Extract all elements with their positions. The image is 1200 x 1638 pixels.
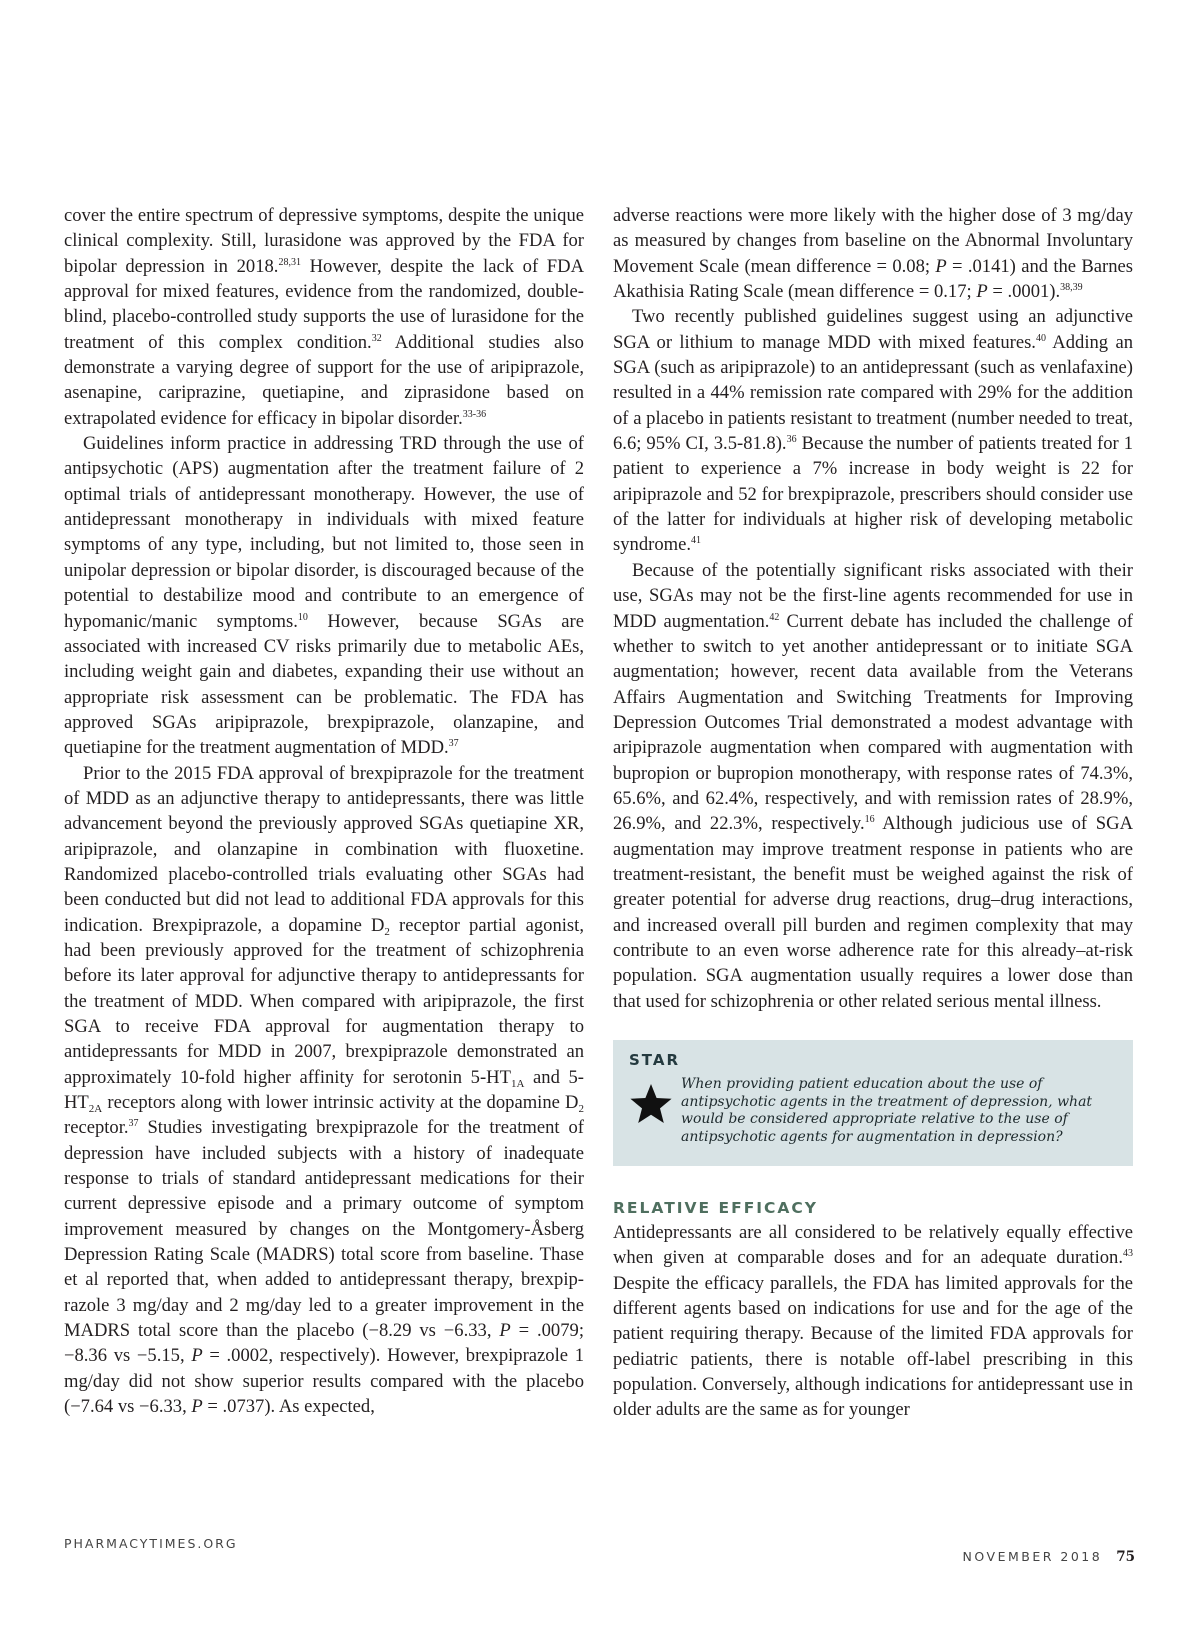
star-label: STAR [629,1051,681,1069]
citation: 10 [297,611,308,623]
paragraph: cover the entire spectrum of depressive symptoms, despite the unique clinical complexity. Still, lurasidone was approved by the FDA for bipolar depression in 2018.$^{28,31}$ However, despite the lack of FDA approval for mixed features, evidence from the randomized, double-blind, placebo-controlled study supports the use of lurasidone for the treatment of this complex condition.$^{32}$ Additional studies also demonstrate a varying degree of support for the use of aripiprazole, asenapine, cariprazine, quetiapine, and ziprasidone based on extrapolated evidence for efficacy in bipolar disorder.$^{33-36}$ [64,205,584,429]
paragraph: Because of the potentially significant risks associated with their use, SGAs may not be the first-line agents recommended for use in MDD augmentation.$^{42}$ Current debate has included the challenge of whether to switch to yet another antidepressant or to initiate SGA augmentation; however, recent data available from the Veterans Affairs Augmentation and Switching Treatments for Improving Depression Outcomes Trial demonstrated a modest advantage with aripiprazole augmentation when compared with augmentation with bupropion or bupropion monotherapy, with response rates of 74.3%, 65.6%, and 62.4%, respectively, and with remission rates of 28.9%, 26.9%, and 22.3%, respectively.$^{16}$ Although judicious use of SGA augmentation may improve treatment response in patients who are treatment-resistant, the benefit must be weighed against the risk of greater potential for adverse drug reactions, drug–drug interactions, and increased overall pill burden and regimen complexity that may contribute to an even worse adherence rate for this already–at-risk population. SGA augmentation usually requires a lower dose than that used for schizophrenia or other related serious mental illness. [613,559,1133,1012]
citation: 38,39 [1060,282,1083,294]
star-question: When providing patient education about the use of antipsychotic agents in the treatment of depression, what would be considered appropriate relative to the use of antipsychotic agents for augmentation in depression? [681,1076,1093,1145]
citation: 40 [1035,332,1046,344]
citation: 36 [786,434,797,446]
paragraph: Antidepressants are all considered to be relatively equally effective when given at comparable doses and for an adequate duration.$^{43}$ Despite the efficacy parallels, the FDA has limited approvals for the different agents based on indications for use and for the age of the patient requiring therapy. Because of the limited FDA approvals for pediatric patients, there is notable off-label prescribing in this population. Conversely, although indications for antidepressant use in older adults are the same as for younger [613,1222,1133,1421]
citation: 37 [448,738,459,750]
left-column [64,203,584,1420]
right-column [613,203,1133,1423]
section-heading: RELATIVE EFFICACY [613,1199,819,1217]
citation: 41 [690,535,701,547]
footer-site: PHARMACYTIMES.ORG [64,1536,238,1551]
paragraph: Prior to the 2015 FDA approval of brexpiprazole for the treatment of MDD as an adjunctive therapy to antidepressants, there was little advancement beyond the previously approved SGAs quetiapine XR, aripiprazole, and olanzapine in combination with fluoxetine. Randomized placebo-controlled trials evaluating other SGAs had been conducted but did not lead to additional FDA approvals for this indication. Brexpiprazole, a dopamine $D_2$ receptor partial agonist, had been previously approved for the treatment of schizophrenia before its later approval for adjunctive therapy to antidepressants for the treatment of MDD. When compared with aripiprazole, the first SGA to receive FDA approval for augmentation therapy to antidepressants for MDD in 2007, brexpiprazole demonstrated an approximately 10-fold higher affinity for serotonin $5-HT_{1A}$ and $5-HT_{2A}$ receptors along with lower intrinsic activity at the dopamine $D_2$ receptor.$^{37}$ Studies investigating brexpiprazole for the treatment of depression have included subjects with a history of inadequate response to trials of standard antidepressant medications for their current depressive episode and a primary outcome of symptom improvement measured by changes on the Montgomery-Åsberg Depression Rating Scale (MADRS) total score from baseline. Thase et al reported that, when added to antidepressant therapy, brexpiprazole 3 mg/day and 2 mg/day led to a greater improvement in the MADRS total score than the placebo (−8.29 vs −6.33, P = .0079; −8.36 vs −5.15, P = .0002, respectively). However, brexpiprazole 1 mg/day did not show superior results compared with the placebo (−7.64 vs −6.33, P = .0737). As expected, [64,762,584,1418]
footer-issue [963,1549,1135,1565]
star-icon [629,1082,673,1126]
citation: 32 [371,332,382,344]
paragraph: Two recently published guidelines suggest using an adjunctive SGA or lithium to manage MDD with mixed features.$^{40}$ Adding an SGA (such as aripiprazole) to an antidepressant (such as venlafaxine) resulted in a 44% remission rate compared with 29% for the addition of a placebo in patients resistant to treatment (number needed to treat, 6.6; 95% CI, 3.5-81.8).$^{36}$ Because the number of patients treated for 1 patient to experience a 7% increase in body weight is 22 for aripiprazole and 52 for brexpiprazole, prescribers should consider use of the latter for individuals at higher risk of developing metabolic syndrome.$^{41}$ [613,306,1133,556]
citation: 43 [1123,1248,1133,1260]
paragraph: Guidelines inform practice in addressing TRD through the use of antipsychotic (APS) augmentation after the treatment failure of 2 optimal trials of antidepressant monotherapy. However, the use of antidepressant monotherapy in individuals with mixed feature symptoms of any type, including, but not limited to, those seen in unipolar depression or bipolar disorder, is discouraged because of the potential to destabilize mood and contribute to an emergence of hypomanic/manic symptoms.$^{10}$ However, because SGAs are associated with increased CV risks primarily due to metabolic AEs, including weight gain and diabetes, expanding their use without an appropriate risk assessment can be problematic. The FDA has approved SGAs aripiprazole, brexpiprazole, olanzapine, and quetiapine for the treatment augmentation of MDD.$^{37}$ [64,433,584,759]
citation: 33-36 [462,408,487,420]
paragraph: adverse reactions were more likely with the higher dose of 3 mg/day as measured by changes from baseline on the Abnormal Involuntary Movement Scale (mean difference = 0.08; P = .0141) and the Barnes Akathisia Rating Scale (mean difference = 0.17; P = .0001).$^{38,39}$ [613,205,1134,303]
page-number: 75 [1116,1549,1135,1565]
citation: 42 [769,611,780,623]
citation: 37 [128,1118,139,1130]
issue-date: NOVEMBER 2018 [962,1549,1103,1564]
star-callout-box [613,1040,1133,1166]
citation: 16 [864,814,875,826]
citation: 28,31 [278,256,301,268]
